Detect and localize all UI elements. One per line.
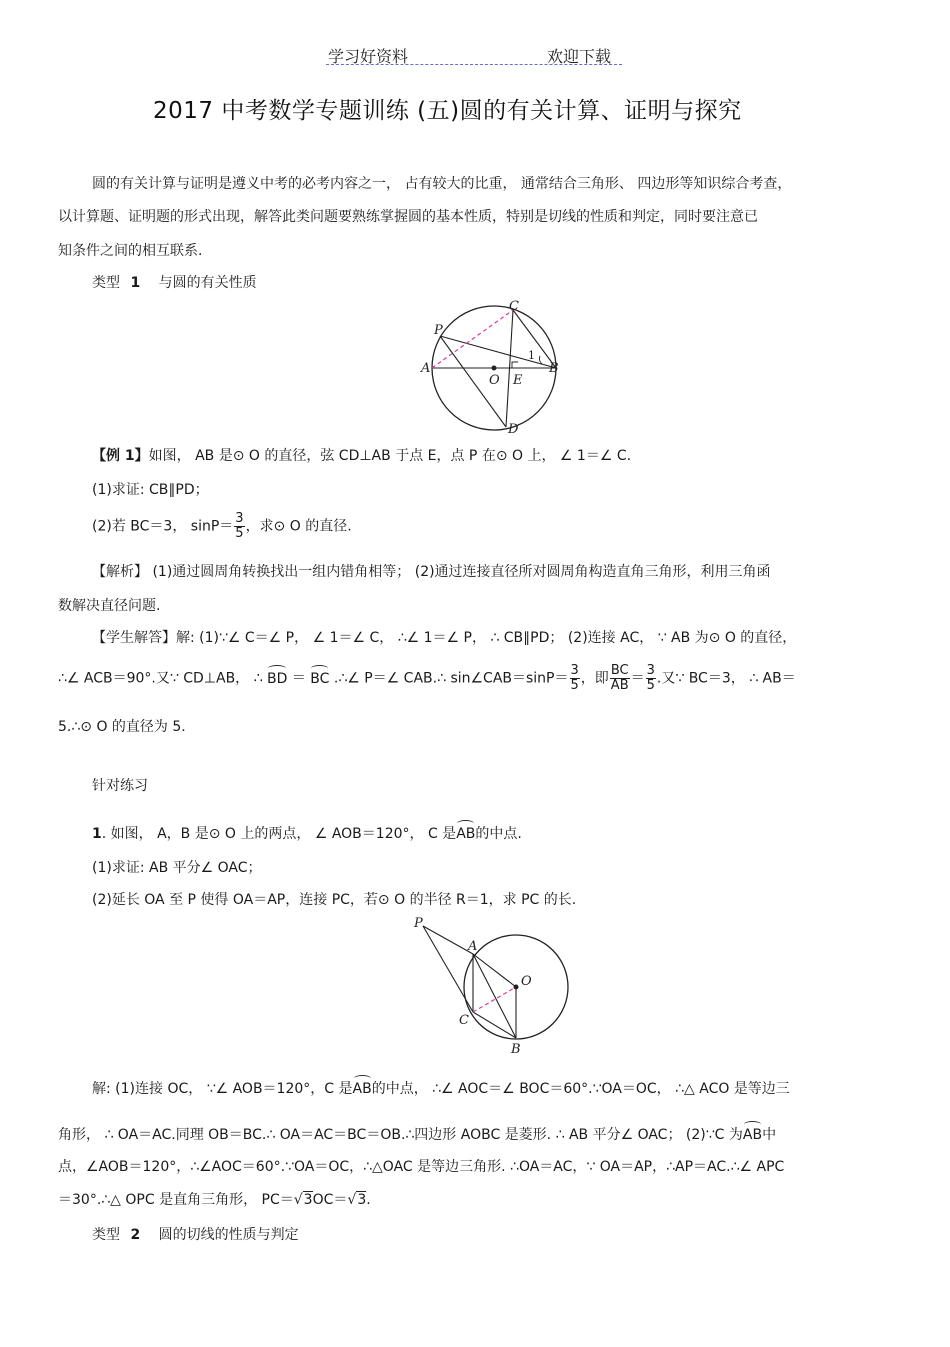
fraction-numerator: 3 <box>570 663 579 678</box>
answer-2a: ∴∠ ACB＝90°.又∵ CD⊥AB， ∴ <box>58 670 267 687</box>
figure-1-circle-diagram <box>418 298 568 438</box>
practice-heading: 针对练习 <box>92 778 148 794</box>
solution-1b: 的中点， ∴∠ AOC＝∠ BOC＝60°.∵OA＝OC， ∴△ ACO 是等边三 <box>371 1081 790 1097</box>
arc-ab: AB <box>742 1127 763 1143</box>
fig1-label-c: C <box>509 299 519 314</box>
answer-2e: ＝ <box>630 670 645 687</box>
fig2-segment-ao <box>473 954 516 987</box>
figure-2-circle-diagram <box>406 912 576 1058</box>
solution-4b: OC＝ <box>312 1192 348 1208</box>
answer-fraction-2 <box>610 664 630 693</box>
solution-line-1 <box>92 1079 790 1099</box>
example1-q2 <box>92 512 352 541</box>
fraction-denominator: 5 <box>646 678 655 693</box>
analysis-tag: 【解析】 <box>92 564 148 580</box>
solution-4a: ＝30°.∴△ OPC 是直角三角形， PC＝ <box>58 1192 294 1208</box>
fraction-denominator: AB <box>610 678 629 693</box>
fig2-center-dot <box>514 985 519 990</box>
fig1-right-angle-mark <box>512 362 518 368</box>
answer-tag: 【学生解答】 <box>92 630 176 646</box>
fig1-label-p: P <box>434 323 443 338</box>
type2-prefix: 类型 <box>92 1227 120 1243</box>
answer-fraction-1 <box>570 664 580 693</box>
fig1-label-angle1: 1 <box>528 349 535 362</box>
fig1-label-e: E <box>513 373 523 388</box>
fraction-denominator: 5 <box>570 678 579 693</box>
fraction-denominator: 5 <box>235 526 244 541</box>
example1-stem <box>92 446 631 466</box>
fig2-label-b: B <box>511 1042 521 1057</box>
header-left: 学习好资料 <box>328 47 409 66</box>
type2-number: 2 <box>130 1227 141 1243</box>
fig1-label-b: B <box>549 361 559 376</box>
practice-q2: (2)延长 OA 至 P 使得 OA＝AP，连接 PC，若⊙ O 的半径 R＝1，求 PC 的长. <box>92 892 577 908</box>
answer-2d: ，即 <box>580 670 609 687</box>
practice-q-stem <box>92 824 522 844</box>
fig1-label-d: D <box>508 422 519 437</box>
answer-2f: .又∵ BC＝3， ∴ AB＝ <box>656 670 796 687</box>
example1-tag: 【例 1】 <box>92 448 149 464</box>
header-divider <box>326 64 622 65</box>
type2-name: 圆的切线的性质与判定 <box>158 1227 299 1243</box>
practice-q-stem-a: . 如图， A，B 是⊙ O 上的两点， ∠ AOB＝120°， C 是 <box>101 826 457 842</box>
solution-line-2 <box>58 1125 776 1145</box>
sqrt-radicand: 3 <box>357 1192 367 1208</box>
header-right: 欢迎下载 <box>547 47 612 66</box>
solution-line-4: ＝30°.∴△ OPC 是直角三角形， PC＝√3OC＝√3. <box>58 1192 371 1208</box>
example1-analysis-line-1 <box>92 562 771 582</box>
arc-ab: AB <box>352 1081 372 1097</box>
intro-line-3: 知条件之间的相互联系. <box>58 243 203 259</box>
fig1-label-a: A <box>421 361 431 376</box>
solution-1a: 解: (1)连接 OC， ∵∠ AOB＝120°，C 是 <box>92 1081 353 1097</box>
example1-answer-line-3: 5.∴⊙ O 的直径为 5. <box>58 719 186 735</box>
arc-bd: BD <box>266 670 288 687</box>
fraction-numerator: 3 <box>235 511 244 526</box>
fig2-label-o: O <box>521 974 532 989</box>
example1-stem-text: 如图， AB 是⊙ O 的直径，弦 CD⊥AB 于点 E，点 P 在⊙ O 上， ∠ 1＝∠ C. <box>148 448 632 464</box>
fraction-numerator: 3 <box>646 663 655 678</box>
sqrt-radicand: 3 <box>303 1192 313 1208</box>
solution-line-3: 点，∠AOB＝120°，∴∠AOC＝60°.∵OA＝OC，∴△OAC 是等边三角形. ∴OA＝AC，∵ OA＝AP，∴AP＝AC.∴∠ APC <box>58 1159 785 1175</box>
practice-q-stem-b: 的中点. <box>475 826 522 842</box>
arc-bc: BC <box>310 670 330 687</box>
example1-analysis-line-2: 数解决直径问题. <box>58 598 161 614</box>
practice-q1: (1)求证: AB 平分∠ OAC； <box>92 860 262 876</box>
fig1-center-dot <box>492 366 497 371</box>
answer-2b: ＝ <box>287 670 311 687</box>
fig2-segment-pc <box>423 926 473 1012</box>
type1-number: 1 <box>130 275 141 291</box>
type1-heading <box>92 273 257 293</box>
fig1-label-o: O <box>489 373 500 388</box>
solution-2a: 角形， ∴ OA＝AC.同理 OB＝BC.∴ OA＝AC＝BC＝OB.∴四边形 AOBC 是菱形. ∴ AB 平分∠ OAC； (2)∵C 为 <box>58 1127 743 1143</box>
example1-answer-line-1 <box>92 628 796 648</box>
intro-line-2: 以计算题、证明题的形式出现，解答此类问题要熟练掌握圆的基本性质，特别是切线的性质和判定，同时要注意已 <box>58 209 758 225</box>
fig2-segment-pa <box>423 926 473 954</box>
example1-answer-line-2 <box>58 664 796 693</box>
example1-q2-fraction <box>234 512 244 541</box>
example1-q2-pre: (2)若 BC＝3， sinP＝ <box>92 518 234 535</box>
fraction-numerator: BC <box>610 663 629 678</box>
intro-line-1: 圆的有关计算与证明是遵义中考的必考内容之一， 占有较大的比重， 通常结合三角形、 四边形等知识综合考查， <box>92 176 792 192</box>
fig1-angle1-arc <box>539 356 542 364</box>
example1-q1: (1)求证: CB∥PD； <box>92 482 209 498</box>
fig1-segment-pb <box>440 336 556 368</box>
example1-q2-post: ，求⊙ O 的直径. <box>245 518 352 535</box>
analysis-text-1: (1)通过圆周角转换找出一组内错角相等； (2)通过连接直径所对圆周角构造直角三角形，利用三角函 <box>148 564 771 580</box>
fig2-label-a: A <box>468 939 478 954</box>
solution-2b: 中 <box>762 1127 777 1143</box>
fig2-label-p: P <box>414 916 423 931</box>
fig1-dashed-ac <box>432 310 513 368</box>
arc-ab: AB <box>456 826 476 842</box>
fig2-dashed-co <box>473 987 516 1012</box>
practice-q-number: 1 <box>92 826 102 842</box>
type1-name: 与圆的有关性质 <box>158 275 257 291</box>
fig2-label-c: C <box>459 1013 469 1028</box>
type1-prefix: 类型 <box>92 275 120 291</box>
page-title: 2017 中考数学专题训练 (五)圆的有关计算、证明与探究 <box>153 98 742 124</box>
solution-4c: . <box>366 1192 371 1208</box>
answer-fraction-3 <box>646 664 656 693</box>
type2-heading <box>92 1225 299 1245</box>
answer-2c: .∴∠ P＝∠ CAB.∴ sin∠CAB＝sinP＝ <box>329 670 569 687</box>
answer-text-1: 解: (1)∵∠ C＝∠ P， ∠ 1＝∠ C， ∴∠ 1＝∠ P， ∴ CB∥PD； (2)连接 AC， ∵ AB 为⊙ O 的直径， <box>176 630 797 646</box>
